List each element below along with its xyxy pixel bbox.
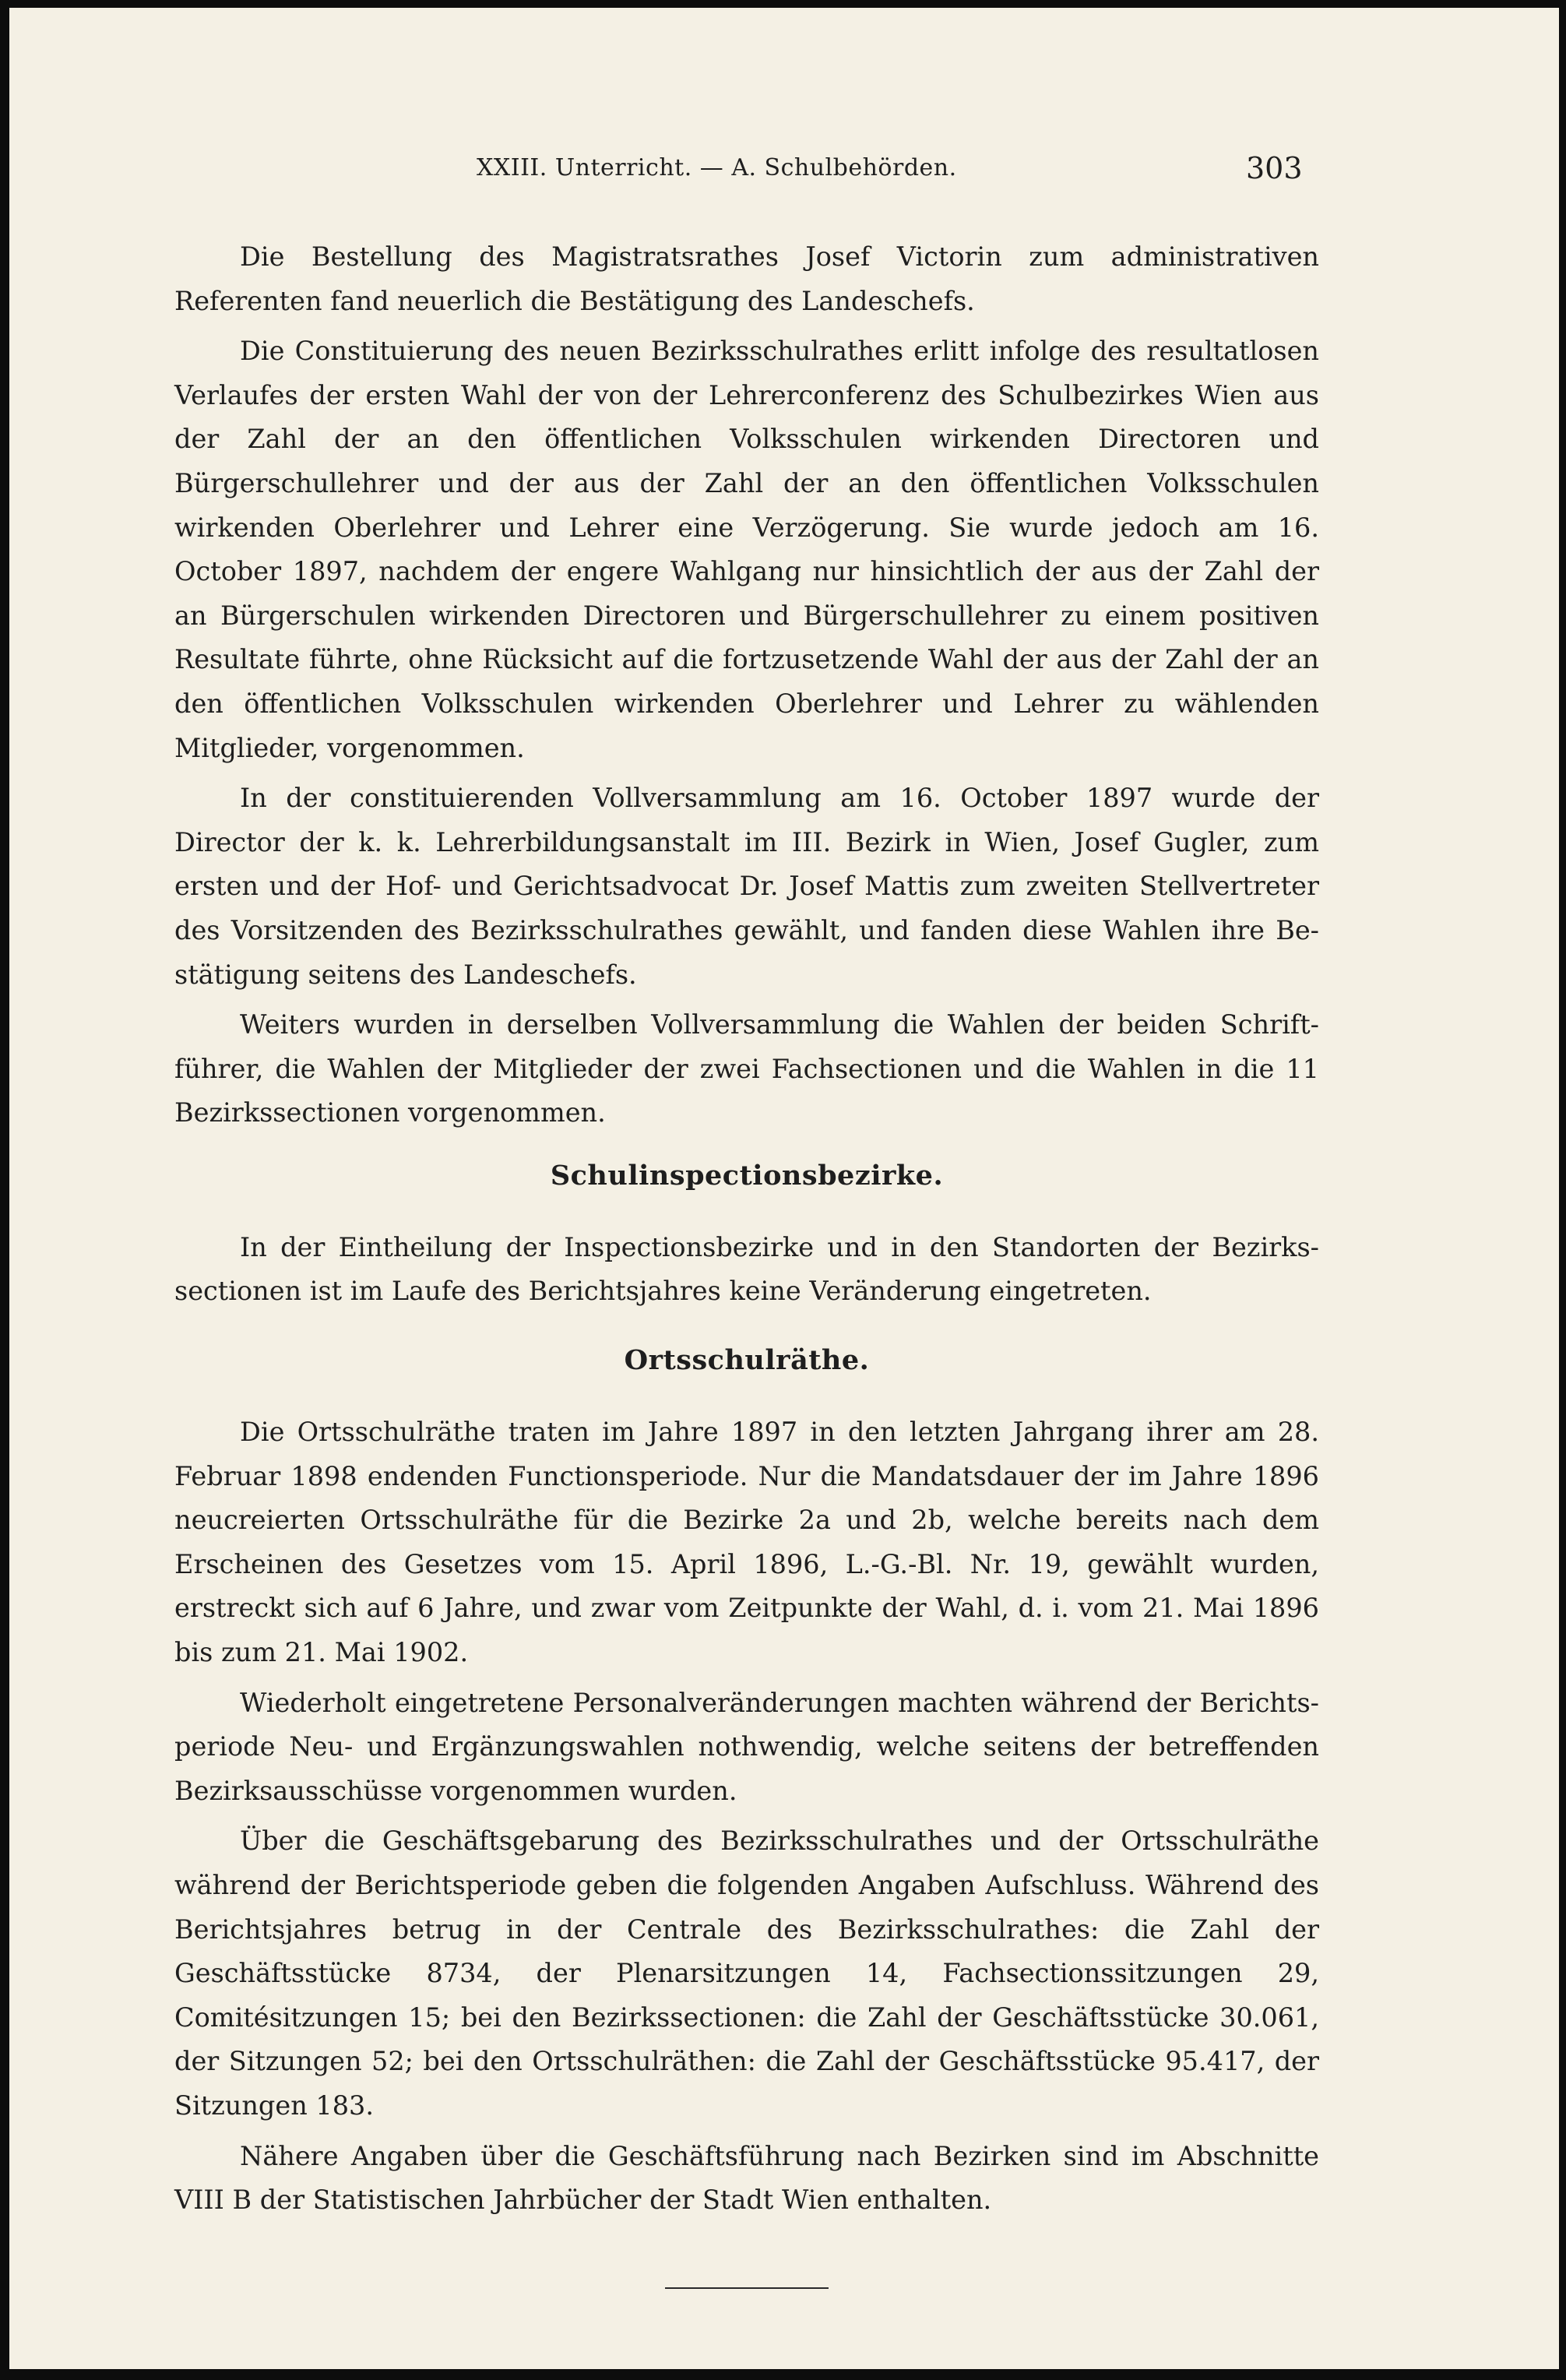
paragraph: In der Eintheilung der Inspectionsbezirke und in den Standorten der Bezirkssectionen ist im Laufe des Berichtsjahres keine Veränderung eingetreten. [174, 1231, 1319, 1307]
page-header [9, 151, 1559, 201]
paragraph: Nähere Angaben über die Geschäftsführung nach Bezirken sind im Abschnitte VIII B der Statistischen Jahrbücher der Stadt Wien enthalten. [174, 2140, 1319, 2216]
end-rule-container [174, 2259, 1319, 2303]
body-text [174, 235, 1319, 2302]
document-page [9, 8, 1559, 2369]
section-heading: Ortsschulräthe. [624, 1344, 870, 1377]
paragraph: In der constituierenden Vollversammlung am 16. October 1897 wurde der Director der k. k. Lehrerbildungsanstalt im III. Bezirk in Wien, Josef Gugler, zum ersten und der Hof- und Gerichtsadvocat Dr. Josef Mattis zum zweiten Stellvertreter des Vorsitzenden des Bezirksschulrathes gewählt, und fanden diese Wahlen ihre Bestätigung seitens des Landeschefs. [174, 783, 1319, 990]
end-rule [665, 2287, 829, 2289]
paragraph: Weiters wurden in derselben Vollversammlung die Wahlen der beiden Schriftführer, die Wahlen der Mitglieder der zwei Fachsectionen und die Wahlen in die 11 Bezirkssectionen vorgenommen. [174, 1009, 1319, 1128]
paragraph: Die Bestellung des Magistratsrathes Josef Victorin zum administrativen Referenten fand neuerlich die Bestätigung des Landeschefs. [174, 241, 1319, 316]
paragraph: Wiederholt eingetretene Personalveränderungen machten während der Berichtsperiode Neu- und Ergänzungswahlen nothwendig, welche seitens der betreffenden Bezirksausschüsse vorgenommen wurden. [174, 1687, 1319, 1806]
page-number: 303 [1246, 151, 1303, 185]
running-head: XXIII. Unterricht. — A. Schulbehörden. [477, 154, 957, 181]
paragraph: Über die Geschäftsgebarung des Bezirksschulrathes und der Ortsschulräthe während der Berichtsperiode geben die folgenden Angaben Aufschluss. Während des Berichtsjahres betrug in der Centrale des Bezirksschulrathes: die Zahl der Geschäftsstücke 8734, der Plenarsitzungen 14, Fachsectionssitzungen 29, Comitésitzungen 15; bei den Bezirkssectionen: die Zahl der Geschäftsstücke 30.061, der Sitzungen 52; bei den Ortsschulräthen: die Zahl der Geschäftsstücke 95.417, der Sitzungen 183. [174, 1825, 1319, 2121]
section-heading: Schulinspectionsbezirke. [550, 1159, 944, 1192]
paragraph: Die Ortsschulräthe traten im Jahre 1897 in den letzten Jahrgang ihrer am 28. Februar 1898 endenden Functionsperiode. Nur die Mandatsdauer der im Jahre 1896 neucreierten Ortsschulräthe für die Bezirke 2a und 2b, welche bereits nach dem Erscheinen des Gesetzes vom 15. April 1896, L.-G.-Bl. Nr. 19, gewählt wurden, erstreckt sich auf 6 Jahre, und zwar vom Zeitpunkte der Wahl, d. i. vom 21. Mai 1896 bis zum 21. Mai 1902. [174, 1417, 1319, 1668]
paragraph: Die Constituierung des neuen Bezirksschulrathes erlitt infolge des resultatlosen Verlaufes der ersten Wahl der von der Lehrerconferenz des Schulbezirkes Wien aus der Zahl der an den öffentlichen Volksschulen wirkenden Directoren und Bürgerschullehrer und der aus der Zahl der an den öffentlichen Volksschulen wirkenden Oberlehrer und Lehrer eine Verzögerung. Sie wurde jedoch am 16. October 1897, nachdem der engere Wahlgang nur hinsichtlich der aus der Zahl der an Bürgerschulen wirkenden Directoren und Bürgerschullehrer zu einem positiven Resultate führte, ohne Rücksicht auf die fortzusetzende Wahl der aus der Zahl der an den öffentlichen Volksschulen wirkenden Oberlehrer und Lehrer zu wählenden Mitglieder, vorgenommen. [174, 336, 1319, 763]
